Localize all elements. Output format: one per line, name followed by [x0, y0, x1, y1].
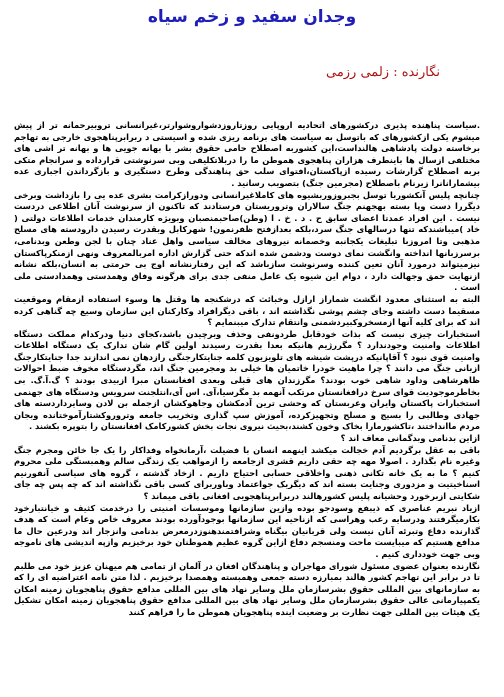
paragraph: باقی به عقل برگردیم آدم خجالت میکشد اینهمه انسان با فضیلت ،آرمانخواه وفداکار را یک جا خائن ومجرم جنگ وغیره نام بگذارد . اصولا مهه چه حقی داریم قشری ازجامعه را ازمواهب یک زندگی سالم وهمبستگی ملی محروم کنیم ؟ ما به یک خانه تکانی ذهنی واخلاقی حسابی احتیاج داریم . ازخاد گذشته ، گروه های سیاسی آنفورنیم اسناخیتیت و مزدوری وجنایت بسته اند که دیگریک جواعتماد وباوربرای کسی باقی نگذاشته اند که چه پس چه جای شکایتی ازبرخورد وحشیانه پلیس کشورهالند دربرابرپناهجویی افغانی باقی میماند ؟ — [14, 444, 480, 501]
paragraph: البته به استثنای معدود انگشت شماراز ارازل وخبائث که درشکنجه ها وقتل ها وسوء استفاده ازمقام وموقعیت مسقیما دست داشته وجای چشم پوشی نگذاشته اند ، باقی دیگرافراد وکارکنان این سازمان وسیع چه گناهی کرده اند که برای کلیه آنها ازمسخروکبیردشمنی وانتقام تدارک میبنمایم ؟ — [14, 293, 480, 328]
paragraph: ازاین بدنامی وبدگمانی معاف اند ؟ — [340, 433, 480, 444]
author-byline: نگارنده : زلمی رزمی — [325, 65, 440, 80]
paragraph: استخبارات چیزی نیست که بذات خودقابل طردونفی وحذف وبرچیدن باشد،کجای دنیا ودرکدام مملکت دستگاه اطلاعات وامنیت وجودندارد ؟ مگررژیم هانیکه بعدا بقدرت رسیدند اولین گام شان تدارک یک دستگاه اطلاعات وامنیت قوی نبود ؟ آقاپانیکه درپشت شیشه های تلویزیون کلمه جنایتکارجنگی رازدهان نمی اندازند جدا جنایتکارجنگ ازبانی جنگ می دانند ؟ چرا ماهیت خودرا خاتمیان ها خیلی بد ومجرمین جنگ اند، مگردستگاه مخوف ضبط احوالات ظاهرشاهی وداود شاهی خوب بودند؟ مگرزندان های قبلی وبعدی افغانستان مبرا ازبیدی بودند ؟ گ.آ.گ. بی بخاطرموجودیت قوای سرخ درافغانستان مرتکب آنهمه بد مگرسیا،آی. اس آی،انتلجنت سرویس ودستگاه های جهنمی استخبارات پاکستان وایران وعربستان که وحشی ترین آدمکشان وجاهوکشان ازجمله بن لادن وسایرداردسته های جهادی وطالبی را بسیج و مسلح وتجهیزکرده، آموزش سپ گذاری وتخریب جامعه وتروروکشتارآموختانده وبجان مردم ماانداختند ،تاکشورمارا بخاک وخون کشند،بحیث نیروی نجات بخش کشورکامک افغانستان را بتوپره بکشند . — [14, 328, 480, 432]
paragraph: چنانچه پلیس آنکشوربا توسل بجبروزوربشیوه های کاملاغیرانسانی ودورازکرامت بشری عده یی را بازداشت وبرخی دیگررا دست وپا بسته بهجهنم جنگ سالاران وتروریستان فرستادند که تاکنون از سرنوشت آنان اطلاعی دردست نیست . این افراد عمدتا اعضای سابق ح . د . خ . ا (وطن)صاحبمنصبان وبویژه کارمندان خدمات اطلاعات دولتی ( خاد )میباشندکه تنها درسالهای جنگ سرد،بلکه بعدازفتح ظفرنمون! شهرکابل وبقدرت رسیدن دارودسته های مسلح مذهبی وتا امروزبا تبلیغات یکجانبه وخصمانه نیروهای مخالف سیاسی واهل عناد چنان با لجن وطعن وبدنامی، برسرزبانها انداخته وانگشت نمای دوست ودشمن شده اندکه حتی گزارش اداره امربالمعروف ونهی ازمنکرپاکستان نیزمیتواند درمورد آنان تعین کننده وسرنوشت سازباشد که این رفتارنشانه اوج بی حرمتی به انسان،بلکه نشانه ازنهایت حمق وجهالت دارد ، دوام این شیوه یک عامل منفی جدی برای هرگونه وفاق وهمدستی وهمدادستی ملی است . — [14, 189, 480, 293]
paragraph: نگارنده بعنوان عضوی مسئول شورای مهاجران و پناهندگان افغان در آلمان از تمامی هم میهنان عزیز خود می طلبم تا در برابر این تهاجم کشور هالند بمبارزه دسته جمعی وهمبسته وهمصدا برخیزیم . لذا متن نامه اعتراضیه ای را که به سازمانهای بین المللی حقوق بشرسازمان ملل وسایر نهاد های بین المللی مدافع حقوق پناهجویان زمینه امکان یکمپیارمانی عالی حقوق بشرسازمان ملل وسایر نهاد های بین المللی مدافع حقوق پناهجویان زمینه امکان تشکیل یک هیئات بین المللی جهت نظارت بر وضعیت اینده پناهجویان هموطن ما را فراهم کنند — [14, 560, 480, 617]
paragraph: .سیاست پناهنده پذیری درکشورهای اتحادیه اروپایی روزتاروزدشواروشوارتر،غیرانسانی تروبیرحمانه تر از پیش میشوم یکی ازکشورهای که باتوسل به سیاست های برنامه ریزی شده و اسیستی د ربرابرپناهجوی خارجی به تهاجم برخاسته دولت پادشاهی هالنداست،این کشوربه اصطلاح حامی حقوق بشر با بهانه جویی ها و بهانه تر اشی های مختلفی ازسال ها باینطرف هزاران پناهجوی هموطن ما را دربلاتکلیفی وبی سرنوشتی قرارداده و سرانجام متکی بربه اصطلاح گزارشات رسیده ازپاکستان،افتوای سلب حق پناهندگی وطرح دستگیری و بازگرداندن اجباری عده بیشمارانانرا زیرنام باصطلاح (مجرمین جنگ) بتصویب رسانید . — [14, 120, 480, 188]
article-body — [14, 120, 480, 693]
paragraph: ازیاد نبریم عناصری که ذیبفع وسودجو بوده وازین سازمانها وموسسات امنیتی را درخدمت کثیف و خیانتبارخود بکارمیگرفتند ودرسایه رعب وهراسی که ازناحیه این سازمانها بوجودآورده بودند معروف خاص وعام است که هدف گذارنده دفاع وتبرئه آنان نیست ولی قربانیان بیگناه وشرافتمندهنوزدرمعرض بدنامی وانزجار اند ودرعین حال ما مدافع هستیم که میبایست ماحت ومنسجم دفاع ازاین گروه عظیم هموطنان خود برخیزیم وازپه اندیشی های ناموجه وبی جهت خودداری کنیم . — [14, 502, 480, 559]
page-title: وجدان سفید و زخم سیاه — [147, 7, 357, 27]
